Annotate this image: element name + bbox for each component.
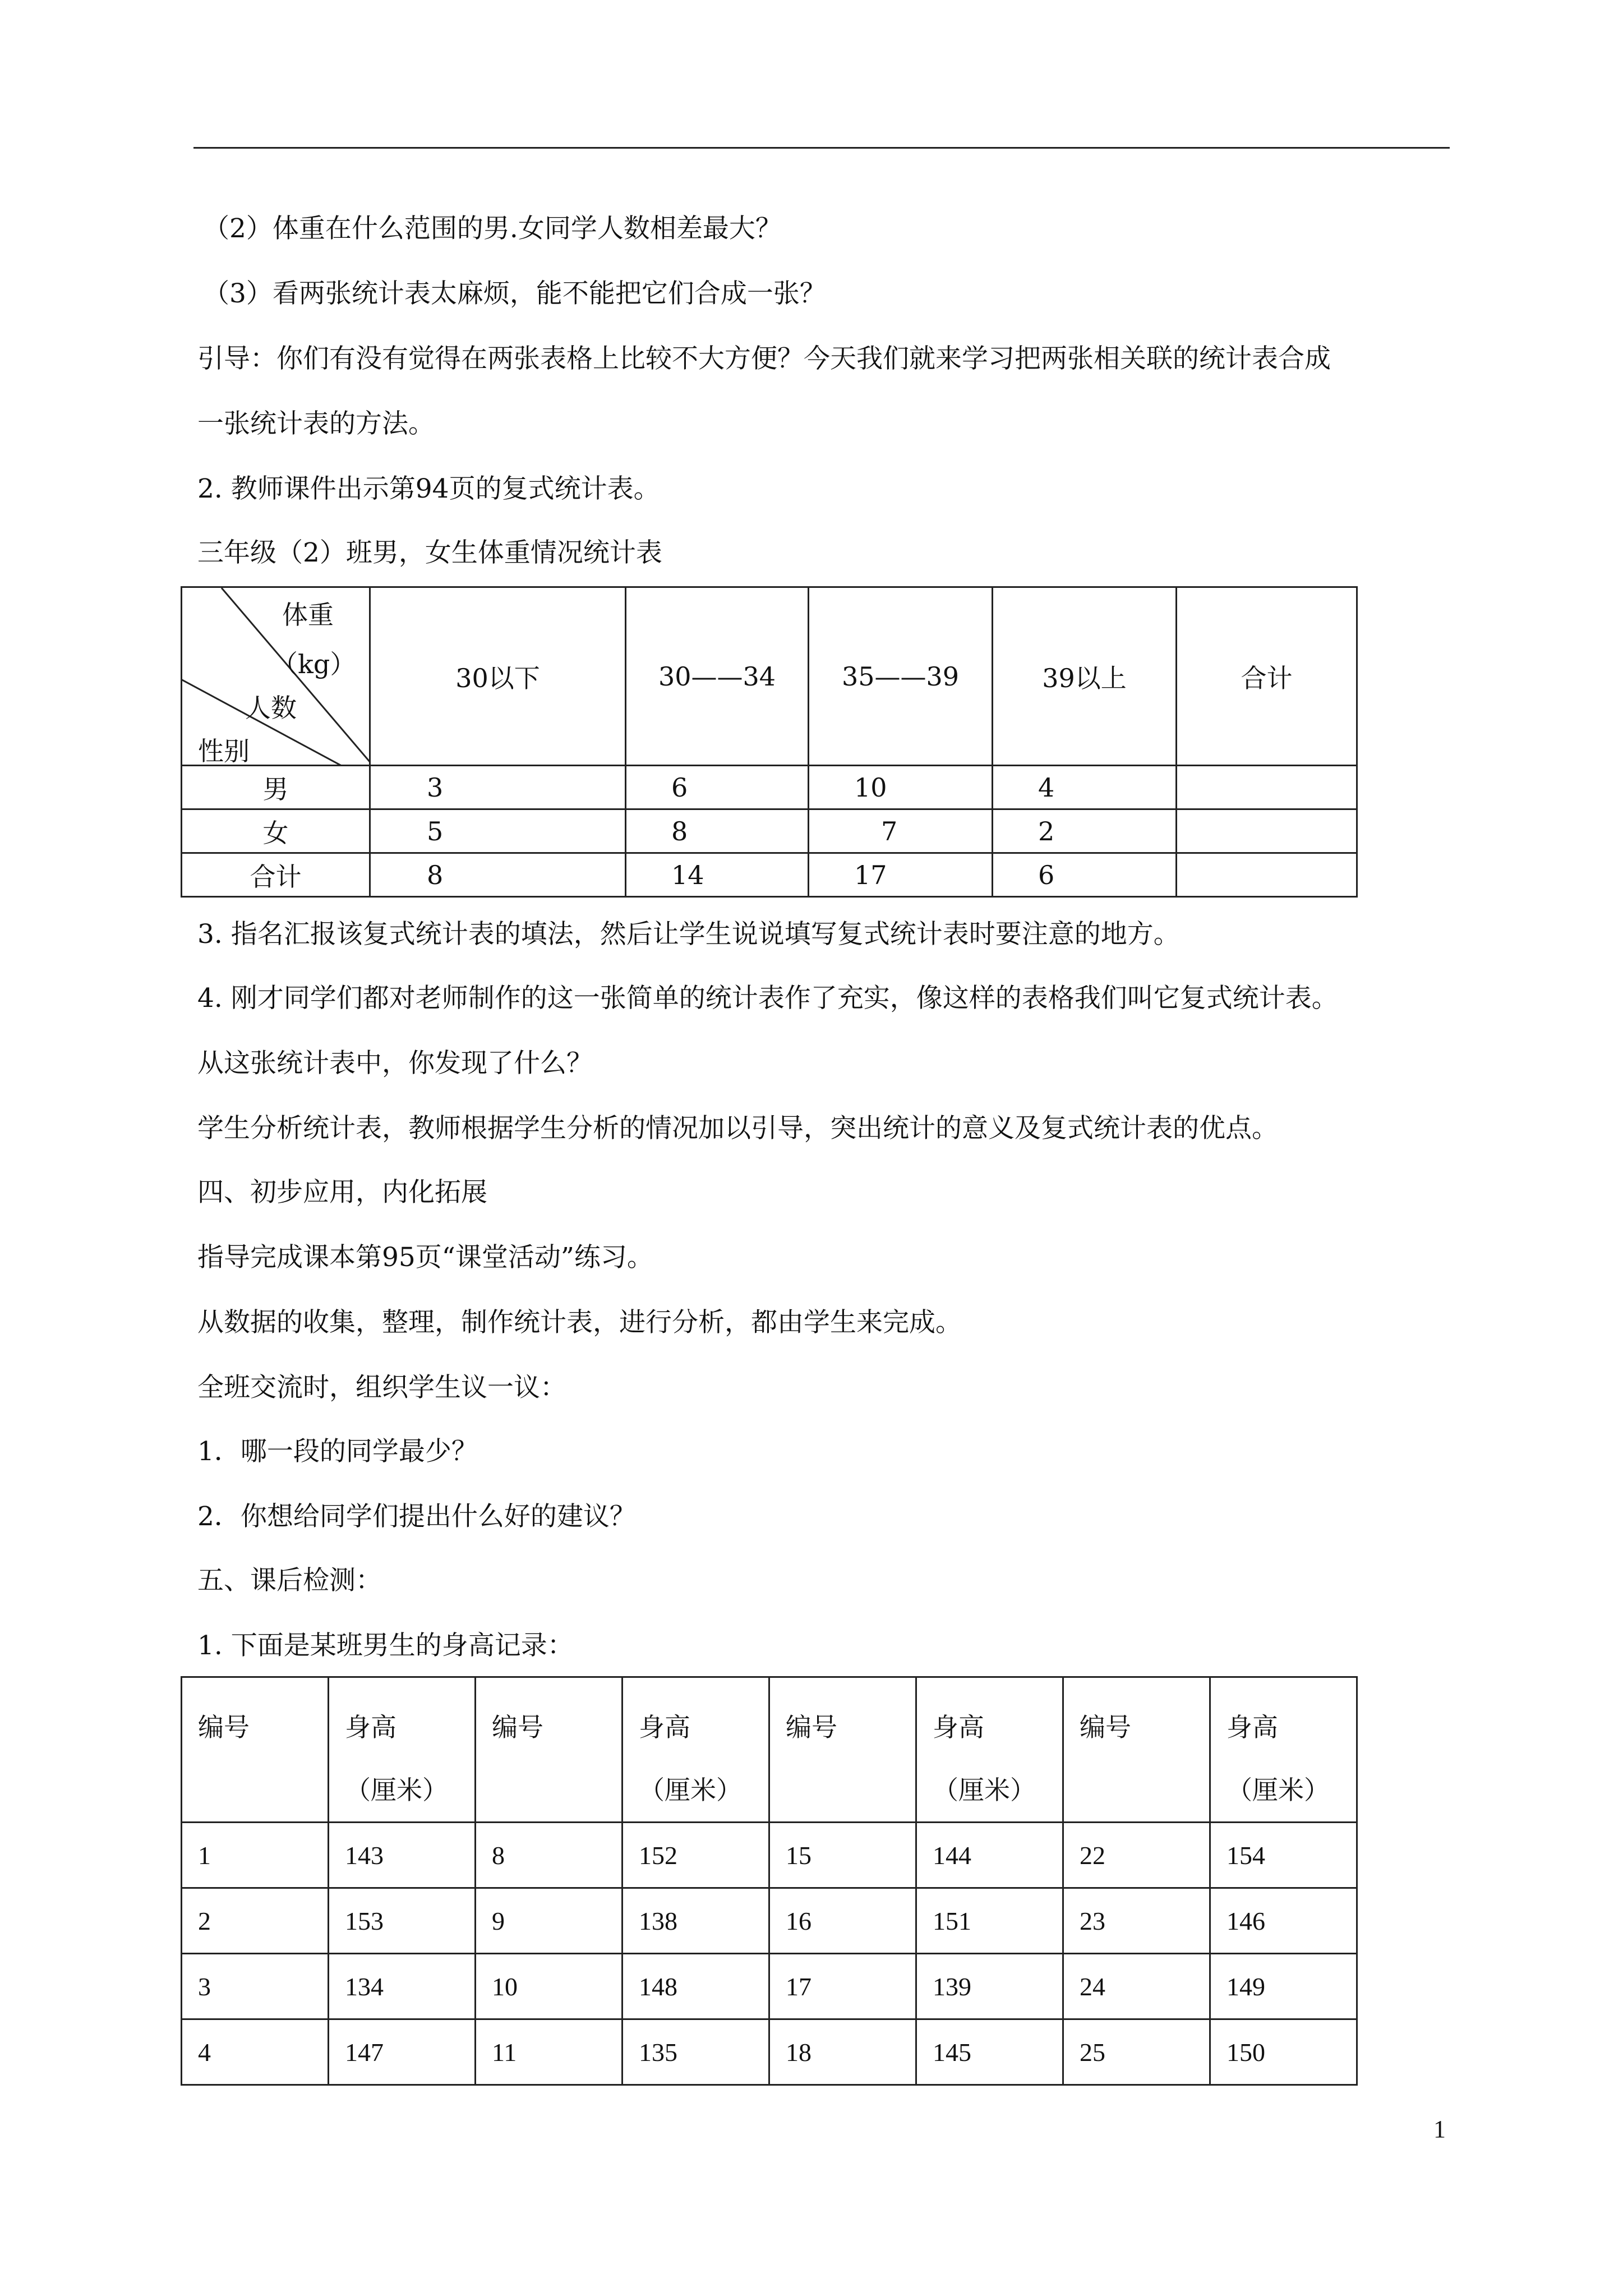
table-cell: 147 [329, 2019, 476, 2085]
table-cell: 17 [809, 853, 993, 897]
row-label: 合计 [182, 853, 370, 897]
table-cell: 24 [1063, 1954, 1210, 2019]
paragraph: 从数据的收集，整理，制作统计表，进行分析，都由学生来完成。 [197, 1307, 962, 1338]
header-unit-text: （厘米） [639, 1775, 742, 1805]
table-cell: 145 [916, 2019, 1063, 2085]
header-height [623, 1677, 769, 1823]
table-cell: 6 [993, 853, 1177, 897]
header-height-text: 身高 [639, 1712, 690, 1742]
header-no [476, 1677, 623, 1823]
header-no [1063, 1677, 1210, 1823]
table-row [182, 1888, 1357, 1954]
table-cell: 14 [626, 853, 809, 897]
header-no [182, 1677, 329, 1823]
table-cell: 25 [1063, 2019, 1210, 2085]
header-no-text: 编号 [198, 1712, 250, 1742]
table-cell: 18 [769, 2019, 916, 2085]
paragraph: 全班交流时，组织学生议一议： [197, 1372, 566, 1403]
weight-stats-table [181, 586, 1358, 898]
table-cell: 4 [993, 766, 1177, 809]
table-cell: 4 [182, 2019, 329, 2085]
table-cell: 6 [626, 766, 809, 809]
height-records-table [181, 1676, 1358, 2086]
header-unit-text: （厘米） [345, 1775, 448, 1805]
corner-label-weight: 体重 [282, 600, 334, 630]
paragraph: 1．哪一段的同学最少？ [197, 1436, 478, 1467]
section-heading: 四、初步应用，内化拓展 [197, 1177, 487, 1208]
corner-label-gender: 性别 [198, 736, 250, 766]
paragraph: 学生分析统计表，教师根据学生分析的情况加以引导，突出统计的意义及复式统计表的优点。 [197, 1113, 1278, 1144]
table-cell: 7 [809, 809, 993, 853]
table-cell: 149 [1210, 1954, 1357, 2019]
table-cell: 144 [916, 1823, 1063, 1888]
table-row [182, 1823, 1357, 1888]
header-height [329, 1677, 476, 1823]
table-cell: 22 [1063, 1823, 1210, 1888]
table-header-row [182, 587, 1357, 766]
table-header-row [182, 1677, 1357, 1823]
column-header: 合计 [1177, 587, 1357, 766]
header-no-text: 编号 [786, 1712, 837, 1742]
header-height [916, 1677, 1063, 1823]
table-cell: 10 [809, 766, 993, 809]
header-unit-text: （厘米） [933, 1775, 1036, 1805]
table-cell: 11 [476, 2019, 623, 2085]
table-cell: 138 [623, 1888, 769, 1954]
paragraph: 引导：你们有没有觉得在两张表格上比较不大方便？今天我们就来学习把两张相关联的统计表合成 [197, 343, 1331, 374]
table-cell: 8 [476, 1823, 623, 1888]
row-label: 男 [182, 766, 370, 809]
column-header: 30——34 [626, 587, 809, 766]
table-cell [1177, 809, 1357, 853]
table-cell: 1 [182, 1823, 329, 1888]
header-no [769, 1677, 916, 1823]
column-header: 39以上 [993, 587, 1177, 766]
table-row [182, 2019, 1357, 2085]
table-caption: 三年级（2）班男，女生体重情况统计表 [197, 537, 662, 568]
table-cell: 151 [916, 1888, 1063, 1954]
table-cell: 2 [993, 809, 1177, 853]
header-height-text: 身高 [1227, 1712, 1278, 1742]
table-cell: 148 [623, 1954, 769, 2019]
table-cell: 134 [329, 1954, 476, 2019]
table-cell: 5 [370, 809, 626, 853]
paragraph: 4. 刚才同学们都对老师制作的这一张简单的统计表作了充实，像这样的表格我们叫它复式统计表。 [197, 983, 1338, 1014]
table-cell [1177, 853, 1357, 897]
paragraph: （2）体重在什么范围的男.女同学人数相差最大？ [203, 213, 782, 244]
row-label: 女 [182, 809, 370, 853]
table-cell: 139 [916, 1954, 1063, 2019]
paragraph: （3）看两张统计表太麻烦，能不能把它们合成一张？ [203, 278, 826, 309]
section-heading: 五、课后检测： [197, 1565, 382, 1596]
table-cell [1177, 766, 1357, 809]
table-cell: 135 [623, 2019, 769, 2085]
table-cell: 17 [769, 1954, 916, 2019]
header-no-text: 编号 [492, 1712, 543, 1742]
diagonal-header-cell [182, 587, 370, 766]
corner-label-count: 人数 [245, 693, 297, 723]
table-cell: 9 [476, 1888, 623, 1954]
table-cell: 16 [769, 1888, 916, 1954]
paragraph: 2. 教师课件出示第94页的复式统计表。 [197, 473, 660, 504]
header-unit-text: （厘米） [1227, 1775, 1330, 1805]
paragraph: 指导完成课本第95页“课堂活动”练习。 [197, 1242, 653, 1273]
table-cell: 153 [329, 1888, 476, 1954]
header-no-text: 编号 [1080, 1712, 1131, 1742]
header-height [1210, 1677, 1357, 1823]
header-height-text: 身高 [933, 1712, 984, 1742]
table-cell: 146 [1210, 1888, 1357, 1954]
table-cell: 3 [182, 1954, 329, 2019]
header-height-text: 身高 [345, 1712, 396, 1742]
paragraph: 一张统计表的方法。 [197, 408, 435, 439]
column-header: 30以下 [370, 587, 626, 766]
table-cell: 15 [769, 1823, 916, 1888]
table-cell: 2 [182, 1888, 329, 1954]
column-header: 35——39 [809, 587, 993, 766]
table-row [182, 1954, 1357, 2019]
table-cell: 3 [370, 766, 626, 809]
page-number: 1 [1433, 2115, 1446, 2143]
table-row [182, 809, 1357, 853]
table-cell: 23 [1063, 1888, 1210, 1954]
table-cell: 143 [329, 1823, 476, 1888]
paragraph: 3. 指名汇报该复式统计表的填法，然后让学生说说填写复式统计表时要注意的地方。 [197, 919, 1180, 950]
paragraph: 2．你想给同学们提出什么好的建议？ [197, 1501, 636, 1532]
table-cell: 152 [623, 1823, 769, 1888]
table-row [182, 766, 1357, 809]
corner-label-unit: （kg） [272, 649, 356, 679]
header-rule [193, 147, 1450, 149]
table-cell: 10 [476, 1954, 623, 2019]
table-cell: 8 [626, 809, 809, 853]
paragraph: 1. 下面是某班男生的身高记录： [197, 1630, 574, 1661]
table-cell: 154 [1210, 1823, 1357, 1888]
paragraph: 从这张统计表中，你发现了什么？ [197, 1048, 593, 1079]
table-cell: 8 [370, 853, 626, 897]
table-row [182, 853, 1357, 897]
table-cell: 150 [1210, 2019, 1357, 2085]
